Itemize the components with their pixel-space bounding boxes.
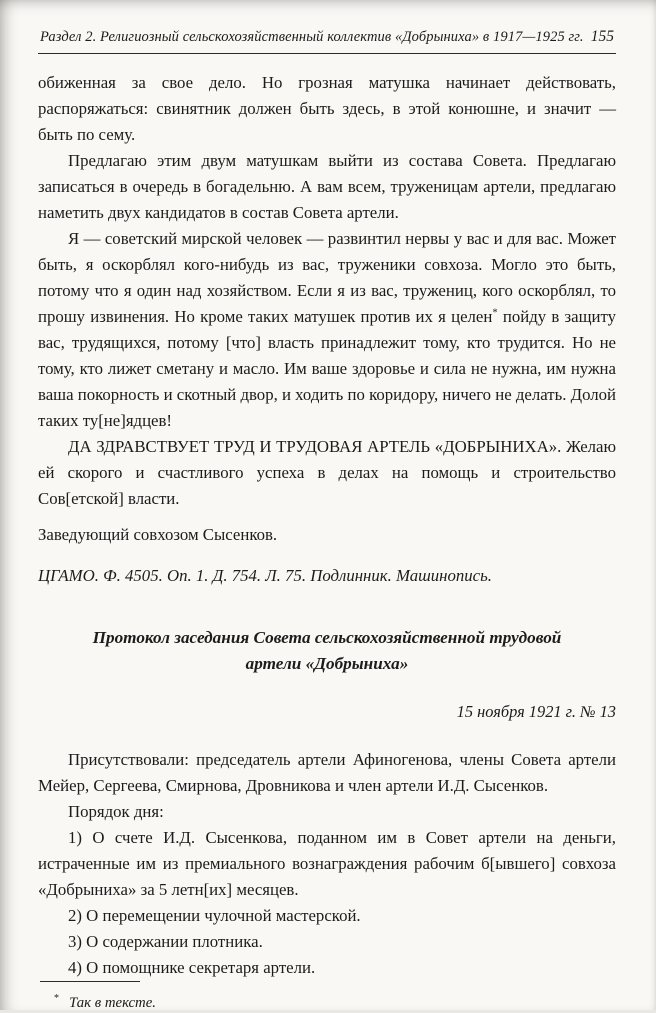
speech-text-before: Я — советский мирской человек — развинтил нервы у вас и для вас. Может быть, я оскорблял кого-нибудь из вас, труженики совхоза. Могло это быть, потому что я один над хозяйством. Если я из вас, тружениц, кого оскорблял, то прошу извинения. Но кроме таких матушек против их я целен [38, 229, 616, 326]
paragraph-attendees: Присутствовали: председатель артели Афиногенова, члены Совета артели Мейер, Сергеева, Смирнова, Дровникова и член артели И.Д. Сысенков. [38, 750, 616, 795]
agenda-item-3: 3) О содержании плотника. [68, 932, 263, 951]
agenda-item-2: 2) О перемещении чулочной мастерской. [68, 906, 361, 925]
footnote-ref-asterisk: * [492, 307, 498, 319]
protocol-date: 15 ноября 1921 г. № 13 [456, 702, 616, 721]
speech-text-after: пойду в защиту вас, трудящихся, потому [что] власть принадлежит тому, кто трудится. Но не тому, кто лижет сметану и масло. Им ваше здоровье и сила не нужна, им нужна ваша покорность и скотный двор, и ходить по коридору, ничего не делать. Долой таких ту[не]ядцев! [38, 307, 616, 430]
paragraph-slogan: ДА ЗДРАВСТВУЕТ ТРУД И ТРУДОВАЯ АРТЕЛЬ «ДОБРЫНИХА». Желаю ей скорого и счастливого успеха в делах на помощь и строительство Сов[етской] власти. [38, 437, 616, 508]
signature-line: Заведующий совхозом Сысенков. [38, 525, 278, 544]
footnote-rule [40, 981, 140, 982]
footnote-line [38, 989, 616, 1013]
footnote [38, 981, 616, 1013]
footnote-text: Так в тексте. [69, 994, 156, 1011]
header-rule [38, 53, 616, 54]
paragraph-proposal: Предлагаю этим двум матушкам выйти из состава Совета. Предлагаю записаться в очередь в богадельню. А вам всем, труженицам артели, предлагаю наметить двух кандидатов в состав Совета артели. [38, 151, 616, 222]
protocol-title: Протокол заседания Совета сельскохозяйственной трудовой артели «Добрыниха» [92, 628, 562, 673]
page-header [38, 28, 616, 46]
page-body [38, 70, 616, 981]
paragraph-continuation: обиженная за свое дело. Но грозная матушка начинает действовать, распоряжаться: свинятник должен быть здесь, в этой конюшне, и значит — быть по сему. [38, 73, 616, 144]
page-number: 155 [590, 28, 614, 45]
footnote-marker: * [54, 993, 59, 1004]
agenda-item-4: 4) О помощнике секретаря артели. [68, 958, 316, 977]
running-title: Раздел 2. Религиозный сельскохозяйственный коллектив «Добрыниха» в 1917—1925 гг. [40, 29, 584, 45]
paragraph-speech [38, 226, 616, 434]
archive-reference: ЦГАМО. Ф. 4505. Оп. 1. Д. 754. Л. 75. Подлинник. Машинопись. [38, 566, 492, 585]
agenda-item-1: 1) О счете И.Д. Сысенкова, поданном им в Совет артели на деньги, истраченные им из премиального вознаграждения рабочим б[ывшего] совхоза «Добрыниха» за 5 летн[их] месяцев. [38, 828, 616, 899]
agenda-label: Порядок дня: [68, 802, 164, 821]
